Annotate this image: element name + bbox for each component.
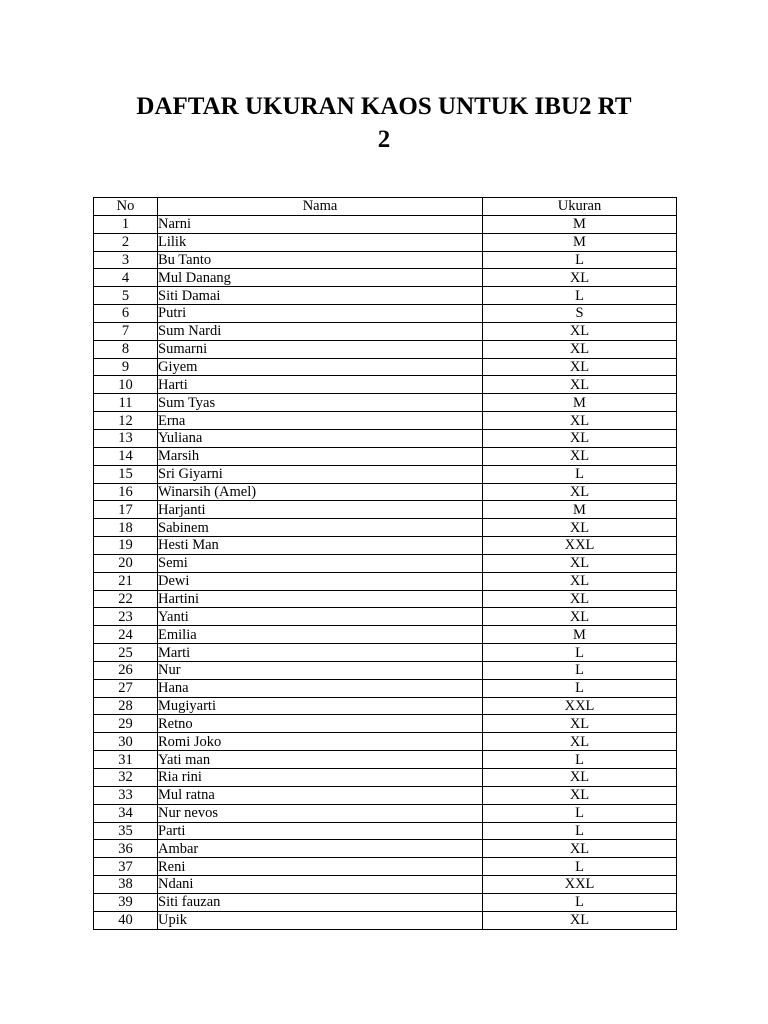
row-size: XL <box>483 715 677 733</box>
header-ukuran: Ukuran <box>483 198 677 216</box>
row-name: Semi <box>158 554 483 572</box>
table-row <box>94 269 677 287</box>
row-size: L <box>483 804 677 822</box>
row-size: XL <box>483 322 677 340</box>
row-name: Sri Giyarni <box>158 465 483 483</box>
row-size: XL <box>483 608 677 626</box>
row-number: 29 <box>94 715 158 733</box>
row-number: 34 <box>94 804 158 822</box>
row-name: Parti <box>158 822 483 840</box>
table-row <box>94 786 677 804</box>
table-row <box>94 519 677 537</box>
row-number: 15 <box>94 465 158 483</box>
table-row <box>94 251 677 269</box>
row-name: Harti <box>158 376 483 394</box>
row-number: 19 <box>94 537 158 555</box>
table-row <box>94 840 677 858</box>
row-size: XL <box>483 590 677 608</box>
row-number: 33 <box>94 786 158 804</box>
row-size: M <box>483 215 677 233</box>
table-row <box>94 322 677 340</box>
row-size: L <box>483 679 677 697</box>
row-size: XL <box>483 447 677 465</box>
row-name: Winarsih (Amel) <box>158 483 483 501</box>
row-name: Putri <box>158 305 483 323</box>
table-row <box>94 429 677 447</box>
row-name: Upik <box>158 911 483 929</box>
row-size: M <box>483 626 677 644</box>
table-row <box>94 751 677 769</box>
row-number: 31 <box>94 751 158 769</box>
table-row <box>94 697 677 715</box>
table-row <box>94 215 677 233</box>
row-number: 23 <box>94 608 158 626</box>
row-size: M <box>483 501 677 519</box>
row-size: XL <box>483 269 677 287</box>
row-size: XL <box>483 769 677 787</box>
table-row <box>94 661 677 679</box>
row-size: XL <box>483 429 677 447</box>
row-name: Lilik <box>158 233 483 251</box>
row-name: Yati man <box>158 751 483 769</box>
row-size: XXL <box>483 537 677 555</box>
table-row <box>94 233 677 251</box>
table-row <box>94 822 677 840</box>
table-row <box>94 679 677 697</box>
row-size: XL <box>483 376 677 394</box>
table-row <box>94 340 677 358</box>
row-name: Harjanti <box>158 501 483 519</box>
row-number: 8 <box>94 340 158 358</box>
table-row <box>94 893 677 911</box>
row-number: 28 <box>94 697 158 715</box>
title-line-2: 2 <box>377 126 391 153</box>
table-row <box>94 554 677 572</box>
row-size: XL <box>483 519 677 537</box>
table-row <box>94 537 677 555</box>
row-name: Romi Joko <box>158 733 483 751</box>
table-row <box>94 876 677 894</box>
table-row <box>94 465 677 483</box>
table-row <box>94 644 677 662</box>
row-size: L <box>483 251 677 269</box>
row-name: Giyem <box>158 358 483 376</box>
row-name: Sumarni <box>158 340 483 358</box>
table-row <box>94 911 677 929</box>
header-no: No <box>94 198 158 216</box>
row-size: L <box>483 751 677 769</box>
row-name: Retno <box>158 715 483 733</box>
table-row <box>94 358 677 376</box>
row-name: Nur <box>158 661 483 679</box>
row-number: 5 <box>94 287 158 305</box>
row-number: 32 <box>94 769 158 787</box>
row-number: 30 <box>94 733 158 751</box>
row-name: Erna <box>158 412 483 430</box>
row-size: XXL <box>483 876 677 894</box>
row-number: 6 <box>94 305 158 323</box>
row-number: 22 <box>94 590 158 608</box>
row-name: Siti fauzan <box>158 893 483 911</box>
table-row <box>94 376 677 394</box>
table-row <box>94 769 677 787</box>
row-number: 13 <box>94 429 158 447</box>
row-number: 37 <box>94 858 158 876</box>
row-name: Marsih <box>158 447 483 465</box>
row-name: Ria rini <box>158 769 483 787</box>
row-name: Emilia <box>158 626 483 644</box>
row-size: XL <box>483 483 677 501</box>
row-number: 18 <box>94 519 158 537</box>
table-body <box>94 215 677 929</box>
row-name: Reni <box>158 858 483 876</box>
row-size: L <box>483 287 677 305</box>
table-row <box>94 305 677 323</box>
row-size: XL <box>483 733 677 751</box>
row-size: XL <box>483 554 677 572</box>
table-row <box>94 626 677 644</box>
row-name: Siti Damai <box>158 287 483 305</box>
row-number: 21 <box>94 572 158 590</box>
row-size: S <box>483 305 677 323</box>
row-number: 35 <box>94 822 158 840</box>
row-size: XXL <box>483 697 677 715</box>
row-size: XL <box>483 786 677 804</box>
row-number: 2 <box>94 233 158 251</box>
row-number: 3 <box>94 251 158 269</box>
document-title <box>84 90 684 156</box>
row-size: M <box>483 394 677 412</box>
size-table <box>93 197 677 930</box>
table-row <box>94 858 677 876</box>
table-row <box>94 608 677 626</box>
row-name: Narni <box>158 215 483 233</box>
row-size: L <box>483 893 677 911</box>
row-name: Sum Nardi <box>158 322 483 340</box>
row-number: 16 <box>94 483 158 501</box>
row-size: M <box>483 233 677 251</box>
row-name: Ambar <box>158 840 483 858</box>
row-name: Yanti <box>158 608 483 626</box>
row-number: 14 <box>94 447 158 465</box>
row-size: L <box>483 465 677 483</box>
row-size: XL <box>483 358 677 376</box>
row-name: Sum Tyas <box>158 394 483 412</box>
row-number: 40 <box>94 911 158 929</box>
row-name: Hana <box>158 679 483 697</box>
title-line-1: DAFTAR UKURAN KAOS UNTUK IBU2 RT <box>136 93 632 120</box>
row-number: 11 <box>94 394 158 412</box>
row-size: XL <box>483 412 677 430</box>
row-name: Bu Tanto <box>158 251 483 269</box>
row-number: 20 <box>94 554 158 572</box>
row-number: 26 <box>94 661 158 679</box>
row-size: L <box>483 858 677 876</box>
row-number: 17 <box>94 501 158 519</box>
row-size: L <box>483 644 677 662</box>
row-name: Sabinem <box>158 519 483 537</box>
row-name: Hesti Man <box>158 537 483 555</box>
table-row <box>94 733 677 751</box>
row-size: XL <box>483 340 677 358</box>
row-size: XL <box>483 572 677 590</box>
row-name: Mugiyarti <box>158 697 483 715</box>
row-number: 38 <box>94 876 158 894</box>
row-name: Ndani <box>158 876 483 894</box>
table-row <box>94 287 677 305</box>
table-row <box>94 590 677 608</box>
row-number: 24 <box>94 626 158 644</box>
header-row <box>94 198 677 216</box>
table-row <box>94 501 677 519</box>
table-row <box>94 572 677 590</box>
row-number: 36 <box>94 840 158 858</box>
table-row <box>94 804 677 822</box>
row-name: Marti <box>158 644 483 662</box>
table-row <box>94 412 677 430</box>
table-row <box>94 394 677 412</box>
row-size: L <box>483 822 677 840</box>
table-row <box>94 715 677 733</box>
row-number: 10 <box>94 376 158 394</box>
table-row <box>94 483 677 501</box>
row-size: XL <box>483 840 677 858</box>
row-name: Dewi <box>158 572 483 590</box>
row-name: Hartini <box>158 590 483 608</box>
row-size: L <box>483 661 677 679</box>
row-size: XL <box>483 911 677 929</box>
row-number: 39 <box>94 893 158 911</box>
table-row <box>94 447 677 465</box>
row-name: Mul ratna <box>158 786 483 804</box>
row-number: 4 <box>94 269 158 287</box>
row-name: Yuliana <box>158 429 483 447</box>
row-name: Nur nevos <box>158 804 483 822</box>
row-number: 25 <box>94 644 158 662</box>
header-nama: Nama <box>158 198 483 216</box>
row-number: 27 <box>94 679 158 697</box>
row-number: 12 <box>94 412 158 430</box>
row-number: 7 <box>94 322 158 340</box>
row-number: 9 <box>94 358 158 376</box>
row-number: 1 <box>94 215 158 233</box>
row-name: Mul Danang <box>158 269 483 287</box>
